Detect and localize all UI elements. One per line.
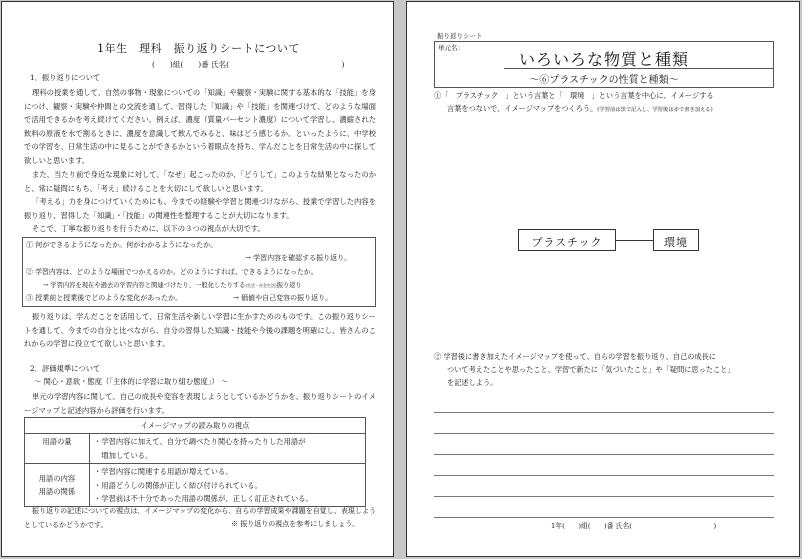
- map-node-environment-label: 環境: [664, 236, 688, 249]
- section1-heading: 1．振り返りについて: [30, 73, 101, 82]
- table-item: 増加している。: [94, 450, 153, 460]
- table-row-label: [25, 464, 90, 507]
- left-page: [1, 1, 394, 557]
- table-item: ・学習内容に加えて、自分で調べたり関心を持ったりした用語が: [94, 437, 306, 447]
- name-line: ( )組( )番 氏名( ): [152, 60, 345, 69]
- table-header: イメージマップの読み取りの視点: [25, 418, 366, 434]
- right-page: [406, 1, 800, 557]
- unit-title: いろいろな物質と種類: [518, 50, 689, 69]
- viewpoint-2-small: (生活・社会生活): [245, 283, 277, 288]
- viewpoints-box: [22, 237, 376, 307]
- unit-subtitle: ～⑥プラスチックの性質と種類～: [529, 75, 679, 86]
- table-item: ・学習前は不十分であった用語の関係が、正しく訂正されている。: [94, 494, 313, 504]
- question-1-text: 言葉をつないで、イメージマップをつくろう。: [447, 104, 598, 113]
- table-label-part: 用語の内容: [38, 473, 76, 483]
- question-2-line-1: ② 学習後に書き加えたイメージマップを使って、自らの学習を振り返り、自己の成長に: [434, 352, 716, 361]
- question-1-line-2: [447, 104, 713, 114]
- map-node-plastic-label: プラスチック: [531, 236, 603, 249]
- table-label-part: 用語の関係: [38, 487, 76, 497]
- answer-line[interactable]: [434, 412, 774, 413]
- closing-paragraph: 振り返りは、学んだことを活用して、日常生活や新しい学習に生かすためのものです。この振り返りシートを通して、今までの自分と比べながら、自分の習得した知識・技能や今後の課題を明確にし、皆さんのこれからの学習に役立てて欲しいと思います。: [24, 312, 376, 349]
- answer-line[interactable]: [434, 454, 774, 455]
- footer-paragraph: 振り返りの記述についての視点は、イメージマップの変化から、自らの学習成果や課題を自覚し、表現しようとしているかどうかです。: [24, 507, 376, 529]
- table-row-content: [90, 464, 366, 507]
- answer-line[interactable]: [434, 475, 774, 476]
- criteria-table: [24, 417, 366, 507]
- table-item: ・学習内容に関連する用語が増えている。: [94, 467, 233, 477]
- viewpoint-2-tail: 振り返り: [276, 282, 302, 289]
- viewpoint-3: ③ 授業前と授業後でどのような変化があったか。: [26, 294, 183, 302]
- section1-paragraph-3: 「考える」力を身につけていくためにも、今までの経験や学習と関連づけながら、授業で学習した内容を振り返り、習得した「知識」・「技能」の関連性を整理することが大切になります。: [24, 197, 376, 220]
- table-row: [25, 434, 366, 464]
- answer-line[interactable]: [434, 517, 774, 518]
- viewpoint-1-result: → 学習内容を確認する振り返り。: [245, 254, 352, 262]
- table-row: [25, 464, 366, 507]
- viewpoint-3-result: → 価値や自己変容の振り返り。: [233, 294, 333, 302]
- section1-paragraph-4: そこで、丁寧な振り返りを行うために、以下の３つの視点が大切です。: [32, 224, 265, 233]
- question-2-line-3: を記述しよう。: [447, 378, 498, 387]
- sheet-label: 振り返りシート: [437, 32, 483, 40]
- map-node-environment: [653, 229, 699, 251]
- page-title: 1年生 理科 振り返りシートについて: [97, 42, 300, 55]
- answer-line[interactable]: [434, 433, 774, 434]
- unit-label: 単元名：: [438, 44, 464, 52]
- map-connector: [616, 240, 653, 241]
- viewpoint-2-sub-text: → 学習内容を現在や過去の学習内容と関連づけたり、一般化したりする: [43, 282, 246, 289]
- answer-line[interactable]: [434, 496, 774, 497]
- viewpoint-2-sub: [43, 279, 302, 293]
- unit-title-divider: [504, 68, 774, 69]
- footer-note: ※ 振り返りの視点を参考にしましょう。: [228, 519, 359, 529]
- viewpoint-2: ② 学習内容は、どのような場面でつかえるのか。どのようにすれば、できるようになったか。: [26, 268, 318, 276]
- question-1-line-1: ①「 プラスチック 」という言葉と「 環境 」という言葉を中心に、イメージする: [434, 91, 714, 100]
- question-2-line-2: ついて考えたことや思ったこと、学習で新たに「気づいたこと」や「疑問に思ったこと」: [447, 365, 735, 374]
- section2-paragraph: 単元の学習内容に関して、自己の成長や変容を表現しようとしているかどうかを、振り返りシートのイメージマップと記述内容から評価を行います。: [24, 392, 376, 415]
- table-header-row: [25, 418, 366, 434]
- section1-paragraph-1: 理科の授業を通して、自然の事物・現象についての「知識」や観察・実験に関する基本的な「技能」を身につけ、観察・実験や仲間との交流を通して、習得した「知識」や「技能」を関連づけて、どのような場面で活用できるかを考え続けてください。例えば、濃度（質量パーセント濃度）について学習し、濃縮された飲料の原液を水で割るときに、濃度を意識して飲んでみると、味はどう感じるか。といったように、中学校での学習を、日常生活の中に見ることができるかという着眼点を持ち、学んだことを日常生活の中に探して欲しいと思います。: [24, 88, 376, 165]
- section2-heading: 2．評価規準について: [30, 364, 101, 373]
- map-node-plastic: [518, 229, 616, 251]
- section2-subheading: ～ 関心・意欲・態度（「主体的に学習に取り組む態度」） ～: [34, 377, 229, 386]
- question-1-note: (学習前は黒で記入し、学習後は赤で書き加える): [597, 107, 713, 113]
- table-row-content: [90, 434, 366, 464]
- table-row-label: 用語の量: [25, 434, 90, 464]
- viewpoint-1: ① 何ができるようになったか。何がわかるようになったか。: [26, 241, 218, 249]
- footer-name-line: 1年( )組( )番 氏名( ): [551, 522, 717, 530]
- table-item: ・用語どうしの関係が正しく結び付けられている。: [94, 480, 262, 490]
- unit-header-box: [434, 41, 774, 88]
- section1-paragraph-2: また、当たり前で身近な現象に対して、「なぜ」起こったのか、「どうして」このような結果となったのかと、常に疑問にもち、「考え」続けることを大切にして欲しいと思います。: [24, 170, 376, 193]
